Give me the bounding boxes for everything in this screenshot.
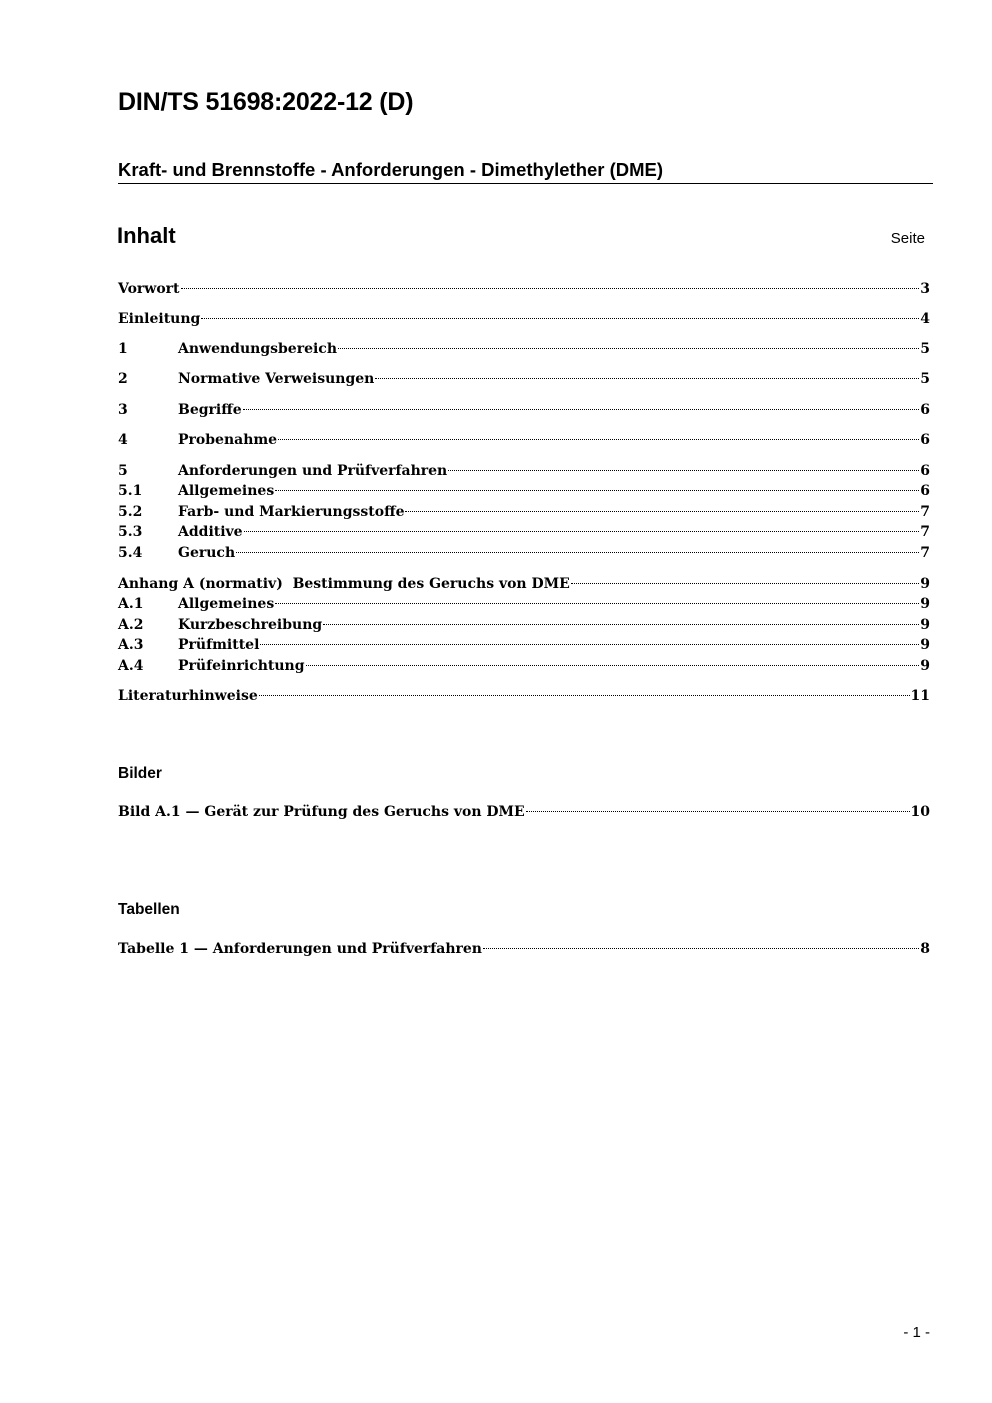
dot-leader bbox=[375, 378, 919, 379]
toc-page-label: Seite bbox=[890, 230, 925, 247]
toc-entry-page: 7 bbox=[920, 545, 930, 561]
toc-entry-5-2[interactable] bbox=[118, 504, 930, 524]
toc-entry-page: 9 bbox=[920, 637, 930, 653]
toc-entry-vorwort[interactable] bbox=[118, 281, 930, 301]
toc-entry-page: 11 bbox=[910, 688, 930, 704]
dot-leader bbox=[259, 695, 910, 696]
toc-entry-5[interactable] bbox=[118, 463, 930, 483]
toc-entry-page: 6 bbox=[920, 402, 930, 418]
toc-entry-text: Literaturhinweise bbox=[118, 688, 258, 704]
dot-leader bbox=[338, 348, 919, 349]
toc-entry-a-1[interactable] bbox=[118, 596, 930, 616]
toc-entry-text: Allgemeines bbox=[178, 596, 275, 612]
toc-entry-number: A.3 bbox=[118, 637, 144, 653]
document-title: DIN/TS 51698:2022-12 (D) bbox=[118, 88, 414, 116]
toc-entry-page: 9 bbox=[920, 596, 930, 612]
dot-leader bbox=[405, 511, 919, 512]
toc-entry-text: Geruch bbox=[178, 545, 236, 561]
toc-entry-number: 5 bbox=[118, 463, 128, 479]
toc-entry-literaturhinweise[interactable] bbox=[118, 688, 930, 708]
toc-entry-text: Kurzbeschreibung bbox=[178, 617, 323, 633]
toc-entry-text: Probenahme bbox=[178, 432, 278, 448]
toc-entry-a-4[interactable] bbox=[118, 658, 930, 678]
toc-entry-page: 9 bbox=[920, 617, 930, 633]
toc-entry-page: 5 bbox=[920, 371, 930, 387]
dot-leader bbox=[275, 603, 919, 604]
toc-entry-5-1[interactable] bbox=[118, 483, 930, 503]
toc-entry-text: Anhang A (normativ) Bestimmung des Geruchs von DME bbox=[118, 576, 570, 592]
figures-heading: Bilder bbox=[118, 765, 162, 782]
dot-leader bbox=[448, 470, 919, 471]
toc-entry-text: Farb- und Markierungsstoffe bbox=[178, 504, 405, 520]
dot-leader bbox=[323, 624, 919, 625]
toc-heading: Inhalt bbox=[117, 223, 176, 248]
dot-leader bbox=[306, 665, 920, 666]
toc-entry-page: 6 bbox=[920, 463, 930, 479]
toc-entry-2[interactable] bbox=[118, 371, 930, 391]
toc-entry-einleitung[interactable] bbox=[118, 311, 930, 331]
dot-leader bbox=[526, 811, 910, 812]
toc-entry-anhang-a[interactable] bbox=[118, 576, 930, 596]
toc-entry-page: 3 bbox=[920, 281, 930, 297]
toc-entry-page: 9 bbox=[920, 576, 930, 592]
toc-entry-a-2[interactable] bbox=[118, 617, 930, 637]
toc-entry-page: 6 bbox=[920, 432, 930, 448]
toc-entry-number: A.4 bbox=[118, 658, 144, 674]
toc-entry-number: 5.4 bbox=[118, 545, 143, 561]
toc-entry-3[interactable] bbox=[118, 402, 930, 422]
toc-entry-text: Anforderungen und Prüfverfahren bbox=[178, 463, 448, 479]
toc-entry-page: 9 bbox=[920, 658, 930, 674]
page-number: - 1 - bbox=[903, 1324, 930, 1341]
dot-leader bbox=[201, 318, 919, 319]
dot-leader bbox=[260, 644, 919, 645]
toc-entry-text: Prüfmittel bbox=[178, 637, 260, 653]
toc-entry-number: 5.2 bbox=[118, 504, 143, 520]
toc-entry-number: 4 bbox=[118, 432, 128, 448]
toc-entry-1[interactable] bbox=[118, 341, 930, 361]
figure-entry-a-1[interactable] bbox=[118, 804, 930, 824]
table-entry-1[interactable] bbox=[118, 941, 930, 961]
figure-entry-text: Bild A.1 — Gerät zur Prüfung des Geruchs von DME bbox=[118, 804, 525, 820]
toc-entry-text: Prüfeinrichtung bbox=[178, 658, 305, 674]
toc-entry-5-3[interactable] bbox=[118, 524, 930, 544]
toc-entry-text: Vorwort bbox=[118, 281, 180, 297]
toc-entry-text: Einleitung bbox=[118, 311, 201, 327]
toc-entry-number: 2 bbox=[118, 371, 128, 387]
toc-entry-text: Allgemeines bbox=[178, 483, 275, 499]
dot-leader bbox=[244, 531, 920, 532]
toc-entry-4[interactable] bbox=[118, 432, 930, 452]
dot-leader bbox=[236, 552, 919, 553]
dot-leader bbox=[181, 288, 920, 289]
toc-entry-number: 5.3 bbox=[118, 524, 143, 540]
toc-entry-number: 3 bbox=[118, 402, 128, 418]
dot-leader bbox=[275, 490, 919, 491]
toc-entry-text: Normative Verweisungen bbox=[178, 371, 375, 387]
toc-entry-text: Begriffe bbox=[178, 402, 242, 418]
toc-entry-a-3[interactable] bbox=[118, 637, 930, 657]
toc-entry-number: A.2 bbox=[118, 617, 144, 633]
toc-entry-page: 5 bbox=[920, 341, 930, 357]
document-subtitle: Kraft- und Brennstoffe - Anforderungen - Dimethylether (DME) bbox=[118, 159, 933, 184]
tables-heading: Tabellen bbox=[118, 901, 180, 918]
toc-entry-number: 1 bbox=[118, 341, 128, 357]
table-entry-page: 8 bbox=[920, 941, 930, 957]
toc-entry-page: 7 bbox=[920, 524, 930, 540]
dot-leader bbox=[278, 439, 919, 440]
dot-leader bbox=[243, 409, 920, 410]
toc-entry-page: 7 bbox=[920, 504, 930, 520]
toc-entry-number: 5.1 bbox=[118, 483, 143, 499]
dot-leader bbox=[571, 583, 919, 584]
table-entry-text: Tabelle 1 — Anforderungen und Prüfverfahren bbox=[118, 941, 482, 957]
toc-entry-text: Additive bbox=[178, 524, 243, 540]
toc-entry-5-4[interactable] bbox=[118, 545, 930, 565]
toc-entry-number: A.1 bbox=[118, 596, 144, 612]
toc-entry-page: 4 bbox=[920, 311, 930, 327]
toc-entry-page: 6 bbox=[920, 483, 930, 499]
figure-entry-page: 10 bbox=[910, 804, 930, 820]
dot-leader bbox=[483, 948, 919, 949]
toc-entry-text: Anwendungsbereich bbox=[178, 341, 337, 357]
